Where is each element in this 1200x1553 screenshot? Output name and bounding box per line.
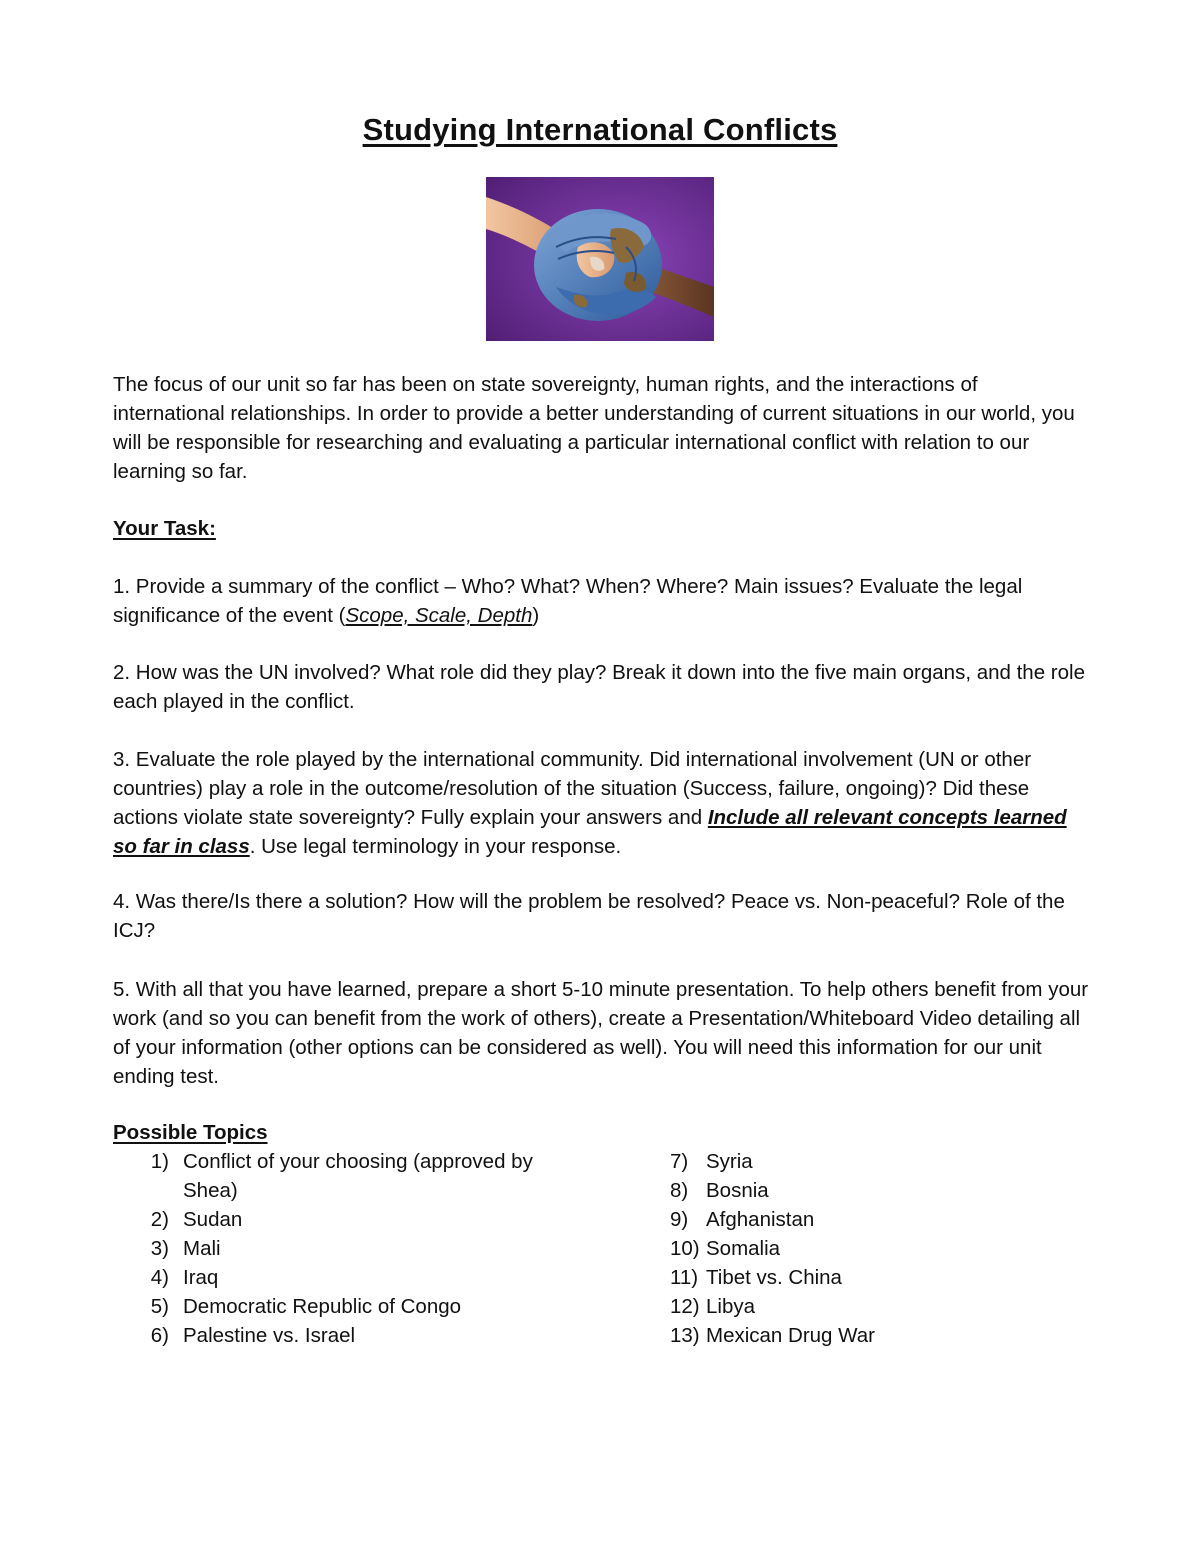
topics-list-left	[113, 1147, 533, 1350]
list-item	[670, 1205, 875, 1234]
intro-text: The focus of our unit so far has been on state sovereignty, human rights, and the interactions of international relationships. In order to provide a better understanding of current situations in our world, you will be responsible for researching and evaluating a particular international conflict with relation to our learning so far.	[113, 373, 1075, 483]
list-item	[113, 1263, 533, 1292]
task-1	[113, 572, 1093, 630]
hands-globe-image	[486, 177, 714, 341]
topic-text: Palestine vs. Israel	[183, 1324, 356, 1347]
topic-number: 6)	[150, 1324, 169, 1347]
list-item	[670, 1263, 875, 1292]
task-1-tail: )	[532, 604, 540, 627]
topic-text: Bosnia	[706, 1179, 769, 1202]
topics-heading: Possible Topics	[113, 1121, 268, 1144]
task-1-text: 1. Provide a summary of the conflict – Who? What? When? Where? Main issues? Evaluate the legal significance of the event (	[113, 575, 1023, 627]
topic-number: 2)	[150, 1208, 169, 1231]
task-4	[113, 887, 1093, 945]
task-heading-block	[113, 514, 1093, 543]
topic-number: 9)	[670, 1208, 689, 1231]
topic-text: Conflict of your choosing (approved by Shea)	[183, 1150, 533, 1202]
list-item	[670, 1234, 875, 1263]
task-3-text: 3. Evaluate the role played by the international community. Did international involvement (UN or other countries) play a role in the outcome/resolution of the situation (Success, failure, ongoing)? Did these actions violate state sovereignty? Fully explain your answers and	[113, 748, 1032, 829]
task-5	[113, 975, 1093, 1091]
list-item	[670, 1292, 875, 1321]
topic-number: 7)	[670, 1150, 689, 1173]
list-item	[670, 1147, 875, 1176]
topic-number: 10)	[670, 1237, 700, 1260]
topic-number: 12)	[670, 1295, 700, 1318]
topic-text: Mexican Drug War	[706, 1324, 875, 1347]
topic-text: Somalia	[706, 1237, 781, 1260]
page-title: Studying International Conflicts	[362, 112, 838, 147]
topics-heading-block	[113, 1118, 1093, 1147]
task-4-text: 4. Was there/Is there a solution? How will the problem be resolved? Peace vs. Non-peaceful? Role of the ICJ?	[113, 890, 1065, 942]
topic-number: 5)	[150, 1295, 169, 1318]
topic-number: 1)	[150, 1150, 169, 1173]
task-heading: Your Task:	[113, 517, 216, 540]
task-5-text: 5. With all that you have learned, prepare a short 5-10 minute presentation. To help others benefit from your work (and so you can benefit from the work of others), create a Presentation/Whiteboard Video detailing all of your information (other options can be considered as well). You will need this information for our unit ending test.	[113, 978, 1089, 1088]
topic-number: 4)	[150, 1266, 169, 1289]
list-item	[113, 1234, 533, 1263]
topic-text: Tibet vs. China	[706, 1266, 842, 1289]
list-item	[670, 1176, 875, 1205]
intro-paragraph	[113, 370, 1093, 486]
topic-text: Syria	[706, 1150, 753, 1173]
list-item	[113, 1147, 533, 1205]
task-2-text: 2. How was the UN involved? What role did they play? Break it down into the five main organs, and the role each played in the conflict.	[113, 661, 1085, 713]
topic-text: Libya	[706, 1295, 756, 1318]
list-item	[113, 1205, 533, 1234]
list-item	[113, 1321, 533, 1350]
topic-number: 13)	[670, 1324, 700, 1347]
topic-text: Sudan	[183, 1208, 243, 1231]
task-2	[113, 658, 1093, 716]
list-item	[670, 1321, 875, 1350]
task-3-emphasis: Include all relevant concepts learned so far in class	[113, 806, 1067, 858]
topics-list-right	[670, 1147, 875, 1350]
topic-text: Iraq	[183, 1266, 219, 1289]
task-3	[113, 745, 1093, 861]
topic-text: Afghanistan	[706, 1208, 815, 1231]
topic-text: Democratic Republic of Congo	[183, 1295, 462, 1318]
topic-number: 8)	[670, 1179, 689, 1202]
list-item	[113, 1292, 533, 1321]
topic-number: 11)	[670, 1266, 699, 1289]
topic-number: 3)	[150, 1237, 169, 1260]
task-1-emphasis: Scope, Scale, Depth	[345, 604, 533, 627]
topic-text: Mali	[183, 1237, 221, 1260]
task-3-tail: . Use legal terminology in your response.	[249, 835, 622, 858]
